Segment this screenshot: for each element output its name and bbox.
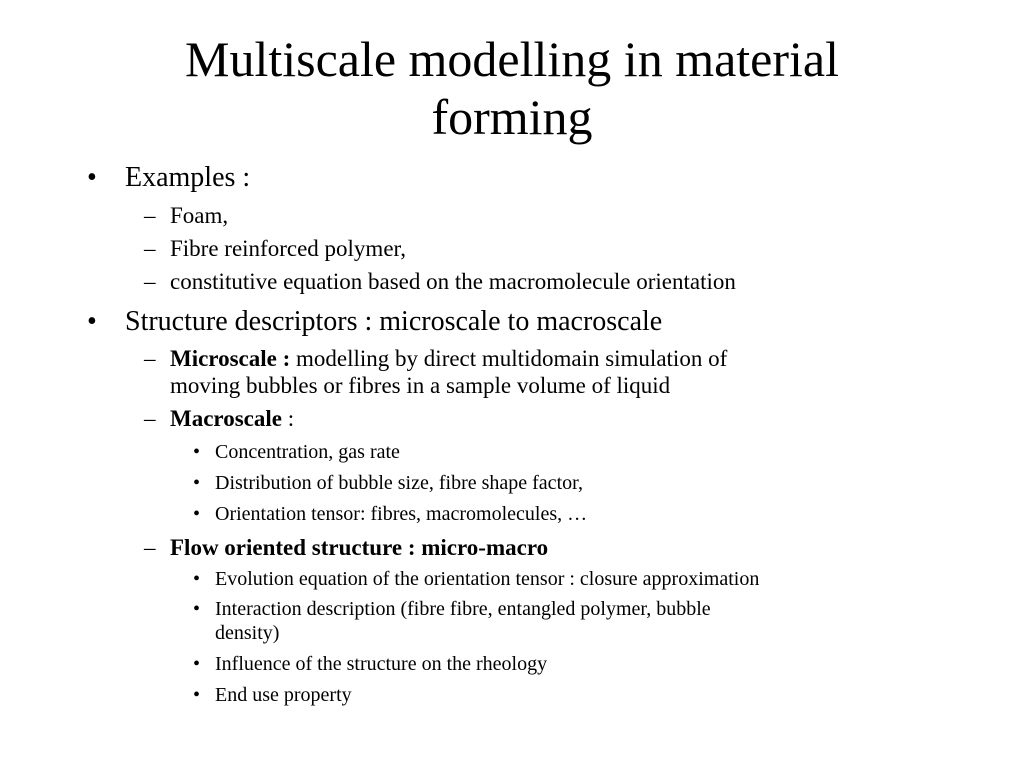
dash-icon: – bbox=[144, 269, 156, 294]
list-item-level1: Structure descriptors : microscale to macroscale bbox=[125, 306, 663, 337]
list-item-level3: End use property bbox=[215, 684, 352, 706]
bullet-icon: • bbox=[193, 653, 201, 675]
dash-icon: – bbox=[144, 203, 156, 228]
dash-icon: – bbox=[144, 535, 156, 560]
list-item-continuation: moving bubbles or fibres in a sample volume of liquid bbox=[170, 373, 671, 398]
list-item-level3: Influence of the structure on the rheology bbox=[215, 653, 548, 675]
slide-title: Multiscale modelling in material forming bbox=[184, 31, 839, 145]
list-item-continuation: density) bbox=[215, 622, 280, 644]
bullet-icon: • bbox=[193, 503, 201, 525]
item-text: : bbox=[281, 406, 295, 431]
bullet-icon: • bbox=[193, 598, 201, 620]
bullet-icon: • bbox=[193, 472, 201, 494]
list-item-level1: Examples : bbox=[125, 162, 251, 193]
list-item-level3: Distribution of bubble size, fibre shape factor, bbox=[215, 472, 583, 494]
dash-icon: – bbox=[144, 236, 156, 261]
list-item-level2: Flow oriented structure : micro-macro bbox=[170, 535, 549, 560]
list-item-level2 bbox=[170, 405, 294, 432]
dash-icon: – bbox=[144, 406, 156, 431]
item-text: modelling by direct multidomain simulation of bbox=[290, 346, 728, 371]
bullet-icon: • bbox=[193, 568, 201, 590]
bullet-icon: • bbox=[87, 162, 97, 193]
item-bold-label: Microscale : bbox=[170, 346, 291, 371]
list-item-level3: Concentration, gas rate bbox=[215, 441, 400, 463]
bullet-icon: • bbox=[193, 441, 201, 463]
dash-icon: – bbox=[144, 346, 156, 371]
bullet-icon: • bbox=[87, 306, 97, 337]
list-item-level3: Evolution equation of the orientation tensor : closure approximation bbox=[215, 568, 760, 590]
list-item-level2: constitutive equation based on the macromolecule orientation bbox=[170, 269, 736, 294]
bullet-icon: • bbox=[193, 684, 201, 706]
list-item-level2: Fibre reinforced polymer, bbox=[170, 236, 407, 261]
list-item-level3: Interaction description (fibre fibre, entangled polymer, bubble bbox=[215, 598, 711, 620]
item-bold-label: Macroscale bbox=[170, 406, 282, 431]
list-item-level3: Orientation tensor: fibres, macromolecules, … bbox=[215, 503, 588, 525]
list-item-level2: Foam, bbox=[170, 203, 229, 228]
list-item-level2 bbox=[170, 345, 727, 372]
